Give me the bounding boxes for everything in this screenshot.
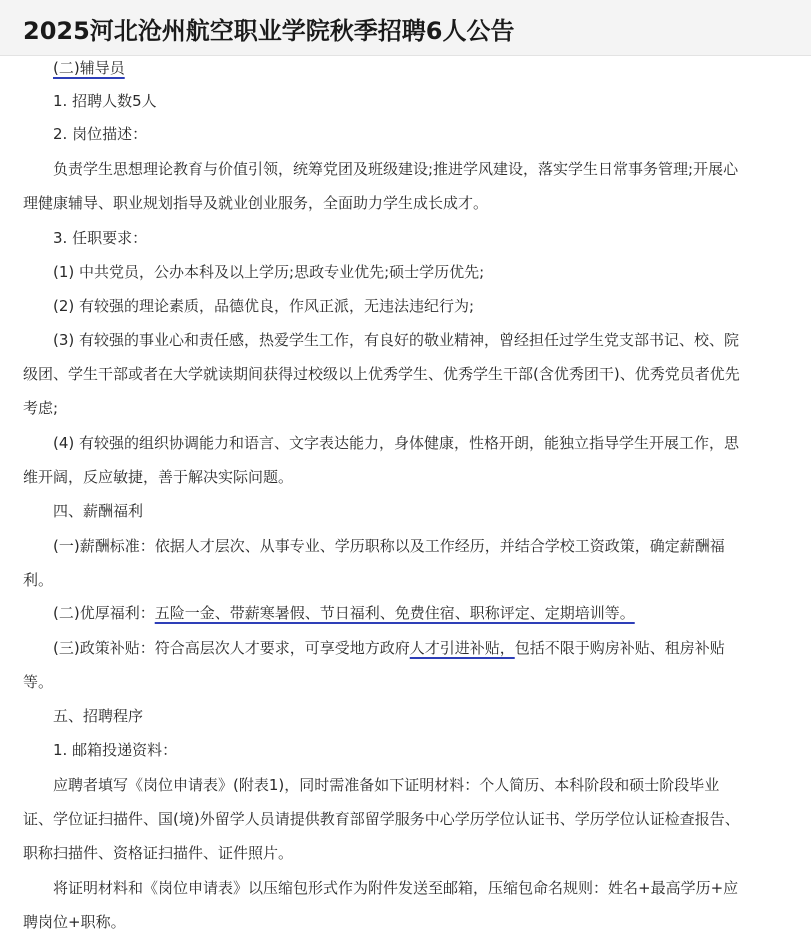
highlighted-talent-subsidy: 人才引进补贴， <box>409 639 515 657</box>
paragraph <box>53 638 725 658</box>
paragraph: 1. 招聘人数5人 <box>53 92 157 110</box>
paragraph: 职称扫描件、资格证扫描件、证件照片。 <box>23 844 294 862</box>
section-heading-procedure: 五、招聘程序 <box>53 707 144 725</box>
paragraph: (3) 有较强的事业心和责任感，热爱学生工作，有良好的敬业精神，曾经担任过学生党支部书记、校、院 <box>53 331 740 349</box>
paragraph: 理健康辅导、职业规划指导及就业创业服务，全面助力学生成长成才。 <box>23 194 489 212</box>
paragraph: (一)薪酬标准：依据人才层次、从事专业、学历职称以及工作经历，并结合学校工资政策，确定薪酬福 <box>53 537 725 555</box>
subsidy-text-tail: 包括不限于购房补贴、租房补贴 <box>514 639 725 657</box>
paragraph: 2. 岗位描述： <box>53 125 148 143</box>
page-title: 2025河北沧州航空职业学院秋季招聘6人公告 <box>23 17 515 45</box>
paragraph: 负责学生思想理论教育与价值引领，统筹党团及班级建设;推进学风建设，落实学生日常事务管理;开展心 <box>53 160 739 178</box>
paragraph: 考虑; <box>23 399 59 417</box>
paragraph <box>53 603 635 623</box>
section-heading-salary: 四、薪酬福利 <box>53 502 144 520</box>
paragraph: (4) 有较强的组织协调能力和语言、文字表达能力，身体健康，性格开朗，能独立指导学生开展工作，思 <box>53 434 740 452</box>
paragraph: 1. 邮箱投递资料： <box>53 741 178 759</box>
subsidy-text: (三)政策补贴：符合高层次人才要求，可享受地方政府 <box>53 639 410 657</box>
paragraph: 级团、学生干部或者在大学就读期间获得过校级以上优秀学生、优秀学生干部(含优秀团干)、优秀党员者优先 <box>23 365 740 383</box>
paragraph: 利。 <box>23 571 54 589</box>
title-bar <box>0 0 811 56</box>
paragraph: 应聘者填写《岗位申请表》(附表1)，同时需准备如下证明材料：个人简历、本科阶段和硕士阶段毕业 <box>53 776 720 794</box>
paragraph: (2) 有较强的理论素质，品德优良，作风正派，无违法违纪行为; <box>53 297 475 315</box>
paragraph: 等。 <box>23 673 54 691</box>
paragraph: 维开阔，反应敏捷，善于解决实际问题。 <box>23 468 294 486</box>
paragraph: 将证明材料和《岗位申请表》以压缩包形式作为附件发送至邮箱，压缩包命名规则：姓名+最高学历+应 <box>53 879 739 897</box>
paragraph: 聘岗位+职称。 <box>23 913 126 931</box>
paragraph: 证、学位证扫描件、国(境)外留学人员请提供教育部留学服务中心学历学位认证书、学历学位认证检查报告、 <box>23 810 740 828</box>
highlighted-benefits: 五险一金、带薪寒暑假、节日福利、免费住宿、职称评定、定期培训等。 <box>154 604 635 622</box>
paragraph: 3. 任职要求： <box>53 229 148 247</box>
section-heading-counselor: (二)辅导员 <box>53 59 125 77</box>
paragraph: (1) 中共党员，公办本科及以上学历;思政专业优先;硕士学历优先; <box>53 263 485 281</box>
benefits-label: (二)优厚福利： <box>53 604 155 622</box>
